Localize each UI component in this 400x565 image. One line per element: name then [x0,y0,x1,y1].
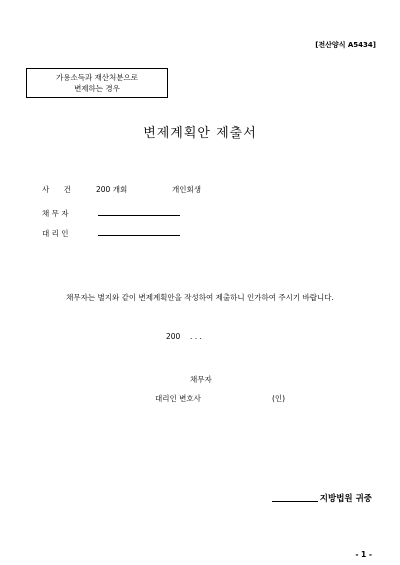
date-year: 200 [166,332,181,341]
signature-agent-label: 대리인 변호사 [155,394,201,403]
case-type: 개인회생 [172,185,201,194]
case-number: 200 개회 [96,185,128,194]
case-label: 사 건 [42,185,77,194]
page-number: - 1 - [355,550,372,559]
condition-line-2: 변제하는 경우 [74,84,120,93]
date-dots: . . . [190,332,202,341]
document-title: 변제계획안 제출서 [143,126,257,141]
agent-name-line [98,235,180,236]
condition-line-1: 가용소득과 재산처분으로 [55,73,139,82]
seal-mark: (인) [272,394,286,403]
form-code: [전산양식 A5434] [315,41,376,49]
debtor-label: 채 무 자 [42,209,69,218]
court-addressee [272,492,372,504]
debtor-name-line [98,215,180,216]
signature-debtor-label: 채무자 [190,375,212,384]
agent-label: 대 리 인 [42,229,69,238]
court-text: 지방법원 귀중 [319,494,372,504]
condition-box [26,68,168,98]
court-name-line [272,501,318,502]
request-text: 채무자는 별지와 같이 변제계획안을 작성하여 제출하니 인가하여 주시기 바랍니다. [66,293,334,302]
